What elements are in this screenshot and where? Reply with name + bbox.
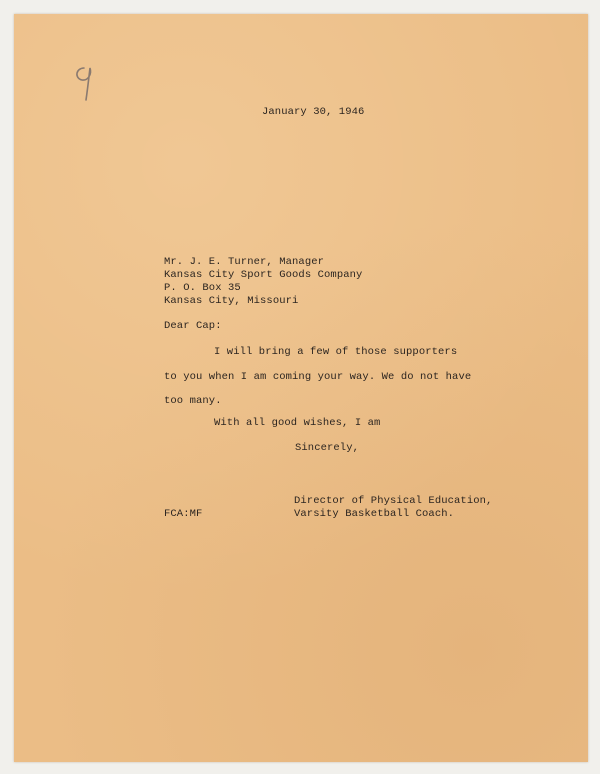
body-line-3: too many.	[164, 395, 222, 407]
recipient-line-1: Mr. J. E. Turner, Manager	[164, 256, 325, 268]
recipient-line-4: Kansas City, Missouri	[164, 295, 299, 307]
recipient-line-3: P. O. Box 35	[164, 282, 241, 294]
signature-title-1: Director of Physical Education,	[294, 495, 493, 507]
letter-date: January 30, 1946	[262, 106, 365, 118]
handwritten-file-mark	[70, 58, 110, 108]
closing: Sincerely,	[295, 442, 360, 454]
regards-line: With all good wishes, I am	[214, 417, 381, 429]
salutation: Dear Cap:	[164, 320, 222, 332]
body-line-1: I will bring a few of those supporters	[214, 346, 458, 358]
typist-initials: FCA:MF	[164, 508, 203, 520]
body-line-2: to you when I am coming your way. We do not have	[164, 371, 472, 383]
recipient-line-2: Kansas City Sport Goods Company	[164, 269, 363, 281]
letter-page	[14, 14, 588, 762]
signature-title-2: Varsity Basketball Coach.	[294, 508, 455, 520]
